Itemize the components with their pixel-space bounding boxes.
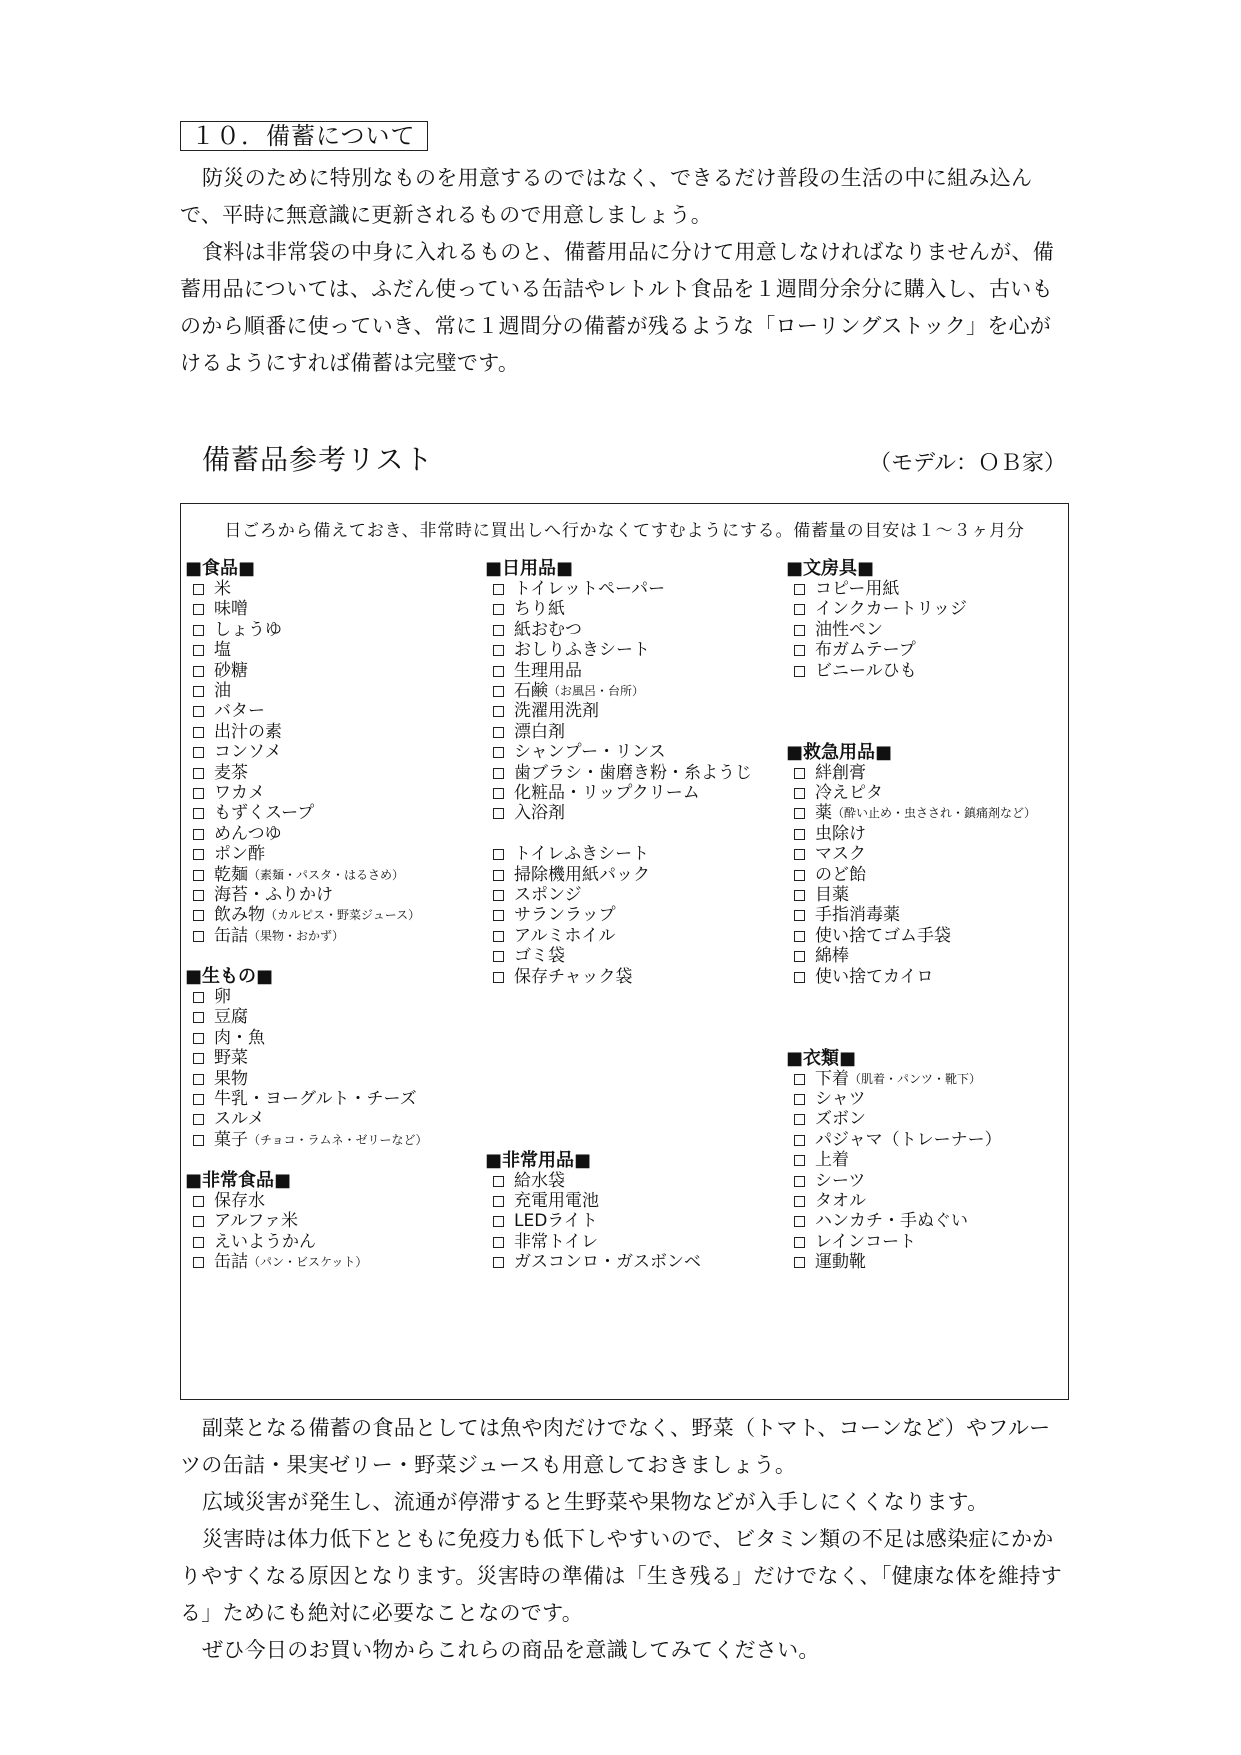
checkbox-icon: [794, 870, 805, 881]
checkbox-icon: [493, 727, 504, 738]
checkbox-icon: [493, 1196, 504, 1207]
checklist-item: [185, 906, 420, 926]
item-note: （酔い止め・虫さされ・鎮痛剤など）: [832, 806, 1037, 821]
item-label: 麦茶: [214, 762, 248, 783]
checkbox-icon: [794, 584, 805, 595]
item-label: 入浴剤: [514, 803, 565, 824]
item-label: ちり紙: [514, 599, 565, 620]
checklist-item: [786, 1110, 1002, 1130]
item-label: ガスコンロ・ガスボンベ: [514, 1252, 701, 1273]
checkbox-icon: [193, 625, 204, 636]
checklist-item: [485, 804, 752, 824]
checklist-item: [185, 824, 420, 844]
checklist-item: [786, 845, 1036, 865]
item-label: スポンジ: [514, 885, 582, 906]
list-title: 備蓄品参考リスト: [202, 443, 434, 476]
checklist-item: [185, 987, 428, 1007]
checklist-item: [185, 702, 420, 722]
section-heading: １０．備蓄について: [180, 121, 428, 151]
checklist-item: [185, 1110, 428, 1130]
checkbox-icon: [493, 625, 504, 636]
checklist-item: [786, 1191, 1002, 1211]
checklist-item: [485, 743, 752, 763]
checkbox-icon: [794, 890, 805, 901]
checkbox-icon: [794, 1114, 805, 1125]
checklist-item: [185, 681, 420, 701]
checklist-item: [485, 865, 650, 885]
list-group: [185, 1171, 367, 1273]
checkbox-icon: [193, 849, 204, 860]
category-heading: ■食品■: [185, 558, 256, 579]
item-label: 米: [214, 579, 231, 600]
stockpile-list-box: [180, 503, 1069, 1400]
category-heading: ■非常用品■: [485, 1149, 592, 1171]
checklist-item: [185, 885, 420, 905]
item-label: 保存水: [214, 1191, 265, 1212]
checkbox-icon: [493, 931, 504, 942]
checklist-item: [485, 641, 752, 661]
checkbox-icon: [794, 1216, 805, 1227]
item-label: 飲み物: [214, 905, 265, 926]
model-label: （モデル：ＯＢ家）: [869, 451, 1066, 476]
item-label: バター: [214, 701, 265, 722]
item-label: 使い捨てカイロ: [815, 966, 934, 987]
checkbox-icon: [193, 788, 204, 799]
outro-text: [180, 1410, 1070, 1669]
item-note: （チョコ・ラムネ・ゼリーなど）: [248, 1132, 428, 1147]
item-label: 肉・魚: [214, 1027, 265, 1048]
item-label: ポン酢: [214, 844, 265, 865]
checkbox-icon: [193, 727, 204, 738]
item-label: 充電用電池: [514, 1191, 599, 1212]
checkbox-icon: [493, 890, 504, 901]
checkbox-icon: [193, 1094, 204, 1105]
checklist-item: [185, 743, 420, 763]
checkbox-icon: [193, 1216, 204, 1227]
item-label: 出汁の素: [214, 721, 282, 742]
item-label: 菓子: [214, 1129, 248, 1150]
item-label: インクカートリッジ: [815, 599, 967, 620]
checklist-item: [786, 1212, 1002, 1232]
checkbox-icon: [794, 808, 805, 819]
checkbox-icon: [493, 849, 504, 860]
checklist-item: [485, 947, 650, 967]
checklist-item: [786, 620, 967, 640]
checkbox-icon: [493, 870, 504, 881]
item-label: 砂糖: [214, 660, 248, 681]
list-group: [185, 559, 420, 946]
item-label: 手指消毒薬: [815, 905, 900, 926]
checklist-item: [185, 600, 420, 620]
outro-paragraph-3: 災害時は体力低下とともに免疫力も低下しやすいので、ビタミン類の不足は感染症にかかりやすくなる原因となります。災害時の準備は「生き残る」だけでなく、「健康な体を維持する」ためにも絶対に必要なことなのです。: [180, 1527, 1062, 1625]
checklist-item: [485, 906, 650, 926]
item-label: マスク: [815, 844, 866, 865]
item-label: ビニールひも: [815, 660, 917, 681]
checklist-item: [185, 804, 420, 824]
item-label: 豆腐: [214, 1007, 248, 1028]
item-label: 果物: [214, 1068, 248, 1089]
checkbox-icon: [193, 686, 204, 697]
checkbox-icon: [493, 1216, 504, 1227]
checklist-item: [485, 579, 752, 599]
checkbox-icon: [193, 910, 204, 921]
box-note: 日ごろから備えておき、非常時に買出しへ行かなくてすむようにする。備蓄量の目安は１～３ヶ月分: [224, 521, 1025, 541]
checkbox-icon: [493, 808, 504, 819]
checklist-item: [786, 824, 1036, 844]
checklist-item: [786, 804, 1036, 824]
checkbox-icon: [794, 768, 805, 779]
checklist-item: [485, 1232, 701, 1252]
item-label: 掃除機用紙パック: [514, 864, 650, 885]
item-note: （果物・おかず）: [248, 928, 345, 943]
item-note: （お風呂・台所）: [548, 684, 645, 699]
category-heading: ■生もの■: [185, 966, 274, 987]
checklist-item: [485, 722, 752, 742]
checkbox-icon: [493, 768, 504, 779]
item-label: 缶詰: [214, 925, 248, 946]
checkbox-icon: [193, 645, 204, 656]
checkbox-icon: [794, 1155, 805, 1166]
item-label: LEDライト: [514, 1211, 598, 1232]
checkbox-icon: [493, 584, 504, 595]
checklist-item: [485, 926, 650, 946]
checklist-item: [485, 1212, 701, 1232]
item-label: もずくスープ: [214, 803, 315, 824]
item-label: 非常トイレ: [514, 1231, 599, 1252]
checkbox-icon: [493, 706, 504, 717]
checkbox-icon: [493, 1176, 504, 1187]
checkbox-icon: [794, 1094, 805, 1105]
checkbox-icon: [794, 1074, 805, 1085]
checkbox-icon: [794, 849, 805, 860]
checkbox-icon: [493, 604, 504, 615]
item-label: パジャマ（トレーナー）: [815, 1129, 1002, 1150]
item-note: （肌着・パンツ・靴下）: [849, 1071, 982, 1086]
checklist-item: [485, 845, 650, 865]
checkbox-icon: [794, 645, 805, 656]
checklist-item: [185, 1191, 367, 1211]
checkbox-icon: [193, 890, 204, 901]
checkbox-icon: [493, 686, 504, 697]
checklist-item: [185, 1212, 367, 1232]
checkbox-icon: [794, 931, 805, 942]
item-label: サランラップ: [514, 905, 616, 926]
checklist-item: [185, 1253, 367, 1273]
list-group: [485, 845, 650, 988]
checklist-item: [786, 579, 967, 599]
item-label: 保存チャック袋: [514, 966, 633, 987]
item-label: 虫除け: [815, 823, 866, 844]
checklist-item: [185, 620, 420, 640]
checkbox-icon: [794, 788, 805, 799]
checklist-item: [185, 722, 420, 742]
checklist-item: [786, 763, 1036, 783]
checklist-item: [786, 865, 1036, 885]
item-label: シャンプー・リンス: [514, 742, 666, 763]
checklist-item: [185, 1028, 428, 1048]
checklist-item: [786, 641, 967, 661]
item-note: （パン・ビスケット）: [248, 1255, 368, 1270]
checklist-item: [185, 1130, 428, 1150]
checkbox-icon: [794, 1135, 805, 1146]
item-label: えいようかん: [214, 1231, 316, 1252]
item-label: 絆創膏: [815, 762, 866, 783]
checklist-item: [786, 1232, 1002, 1252]
checkbox-icon: [193, 768, 204, 779]
item-label: 野菜: [214, 1048, 248, 1069]
item-label: 生理用品: [514, 660, 582, 681]
checkbox-icon: [193, 1012, 204, 1023]
item-label: 冷えピタ: [815, 783, 883, 804]
list-group: [786, 1049, 1002, 1273]
checklist-item: [485, 1191, 701, 1211]
checkbox-icon: [794, 829, 805, 840]
checklist-item: [185, 579, 420, 599]
item-label: ゴミ袋: [514, 946, 565, 967]
item-label: 下着: [815, 1068, 849, 1089]
checkbox-icon: [493, 666, 504, 677]
checkbox-icon: [193, 1033, 204, 1044]
checklist-item: [185, 661, 420, 681]
item-label: スルメ: [214, 1109, 265, 1130]
checkbox-icon: [193, 1114, 204, 1125]
checklist-item: [786, 1253, 1002, 1273]
checklist-item: [485, 620, 752, 640]
checklist-item: [485, 1253, 701, 1273]
item-label: 石鹸: [514, 681, 548, 702]
checkbox-icon: [493, 1257, 504, 1268]
checklist-item: [185, 865, 420, 885]
checklist-item: [786, 967, 1036, 987]
item-label: アルファ米: [214, 1211, 298, 1232]
list-group: [485, 1151, 701, 1273]
checkbox-icon: [794, 951, 805, 962]
checkbox-icon: [193, 1237, 204, 1248]
item-label: シャツ: [815, 1089, 866, 1110]
checklist-item: [185, 844, 420, 864]
checklist-item: [485, 967, 650, 987]
checkbox-icon: [493, 1237, 504, 1248]
checkbox-icon: [794, 1176, 805, 1187]
checklist-item: [786, 926, 1036, 946]
checkbox-icon: [794, 604, 805, 615]
checklist-item: [185, 1232, 367, 1252]
checkbox-icon: [193, 1135, 204, 1146]
item-label: ワカメ: [214, 783, 265, 803]
checklist-item: [786, 1069, 1002, 1089]
item-note: （カルピス・野菜ジュース）: [265, 908, 421, 923]
checklist-item: [185, 1008, 428, 1028]
checkbox-icon: [193, 1074, 204, 1085]
item-label: 歯ブラシ・歯磨き粉・糸ようじ: [514, 762, 752, 783]
checklist-item: [786, 1130, 1002, 1150]
item-label: 乾麺: [214, 864, 248, 885]
checkbox-icon: [493, 788, 504, 799]
checklist-item: [485, 885, 650, 905]
category-heading: ■文房具■: [786, 558, 875, 579]
item-label: 油: [214, 681, 231, 702]
item-label: 運動靴: [815, 1252, 866, 1273]
checkbox-icon: [493, 972, 504, 983]
checkbox-icon: [794, 910, 805, 921]
list-group: [786, 559, 967, 681]
outro-paragraph-2: 広域災害が発生し、流通が停滞すると生野菜や果物などが入手しにくくなります。: [202, 1490, 989, 1514]
item-label: 塩: [214, 640, 231, 661]
item-label: 味噌: [214, 599, 248, 620]
intro-paragraph-1: 防災のために特別なものを用意するのではなく、できるだけ普段の生活の中に組み込んで、平時に無意識に更新されるもので用意しましょう。: [180, 166, 1033, 227]
intro-paragraph-2: 食料は非常袋の中身に入れるものと、備蓄用品に分けて用意しなければなりませんが、備蓄用品については、ふだん使っている缶詰やレトルト食品を１週間分余分に購入し、古いものから順番に使っていき、常に１週間分の備蓄が残るような「ローリングストック」を心がけるようにすれば備蓄は完璧です。: [180, 240, 1054, 375]
item-label: アルミホイル: [514, 925, 616, 946]
item-note: （素麺・パスタ・はるさめ）: [248, 867, 405, 882]
outro-paragraph-4: ぜひ今日のお買い物からこれらの商品を意識してみてください。: [202, 1638, 820, 1662]
checkbox-icon: [794, 972, 805, 983]
checklist-item: [485, 600, 752, 620]
checklist-item: [786, 661, 967, 681]
item-label: シーツ: [815, 1170, 866, 1191]
item-label: ズボン: [815, 1109, 866, 1130]
checklist-item: [185, 1049, 428, 1069]
checkbox-icon: [193, 870, 204, 881]
item-label: 布ガムテープ: [815, 640, 916, 661]
checklist-item: [185, 783, 420, 803]
checkbox-icon: [493, 645, 504, 656]
item-label: 給水袋: [514, 1170, 565, 1191]
item-label: コピー用紙: [815, 579, 900, 600]
checkbox-icon: [794, 625, 805, 636]
checkbox-icon: [193, 706, 204, 717]
checklist-item: [185, 926, 420, 946]
item-label: レインコート: [815, 1231, 917, 1252]
item-label: 紙おむつ: [514, 619, 582, 640]
item-label: タオル: [815, 1191, 866, 1212]
checkbox-icon: [193, 666, 204, 677]
item-label: トイレふきシート: [514, 844, 650, 865]
item-label: コンソメ: [214, 742, 282, 763]
item-label: 上着: [815, 1150, 849, 1171]
category-heading: ■日用品■: [485, 558, 574, 579]
checklist-item: [185, 641, 420, 661]
list-group: [485, 559, 752, 824]
checkbox-icon: [193, 747, 204, 758]
checkbox-icon: [193, 808, 204, 819]
item-label: 目薬: [815, 885, 849, 906]
checkbox-icon: [794, 1237, 805, 1248]
checkbox-icon: [193, 992, 204, 1003]
checklist-item: [485, 702, 752, 722]
checklist-item: [185, 1069, 428, 1089]
item-label: おしりふきシート: [514, 640, 650, 661]
category-heading: ■非常食品■: [185, 1170, 292, 1191]
item-label: しょうゆ: [214, 619, 282, 640]
item-label: 海苔・ふりかけ: [214, 884, 333, 905]
checklist-item: [485, 661, 752, 681]
item-label: 缶詰: [214, 1252, 248, 1273]
checkbox-icon: [193, 1053, 204, 1064]
intro-text: [180, 160, 1070, 382]
checklist-item: [485, 681, 752, 701]
checklist-item: [485, 1171, 701, 1191]
checklist-item: [786, 1151, 1002, 1171]
checkbox-icon: [493, 910, 504, 921]
item-label: のど飴: [815, 864, 866, 885]
checklist-item: [786, 1089, 1002, 1109]
item-label: めんつゆ: [214, 823, 282, 844]
checklist-item: [185, 763, 420, 783]
checkbox-icon: [493, 747, 504, 758]
checklist-item: [786, 1171, 1002, 1191]
checkbox-icon: [193, 931, 204, 942]
checklist-item: [786, 885, 1036, 905]
outro-paragraph-1: 副菜となる備蓄の食品としては魚や肉だけでなく、野菜（トマト、コーンなど）やフルーツの缶詰・果実ゼリー・野菜ジュースも用意しておきましょう。: [180, 1416, 1051, 1477]
checkbox-icon: [193, 584, 204, 595]
checklist-item: [786, 783, 1036, 803]
item-label: 化粧品・リップクリーム: [514, 783, 700, 803]
checklist-item: [786, 947, 1036, 967]
checklist-item: [786, 600, 967, 620]
checklist-item: [485, 783, 752, 803]
checklist-item: [485, 763, 752, 783]
item-label: 洗濯用洗剤: [514, 701, 599, 722]
checkbox-icon: [193, 1196, 204, 1207]
category-heading: ■衣類■: [786, 1047, 857, 1069]
checkbox-icon: [493, 951, 504, 962]
checklist-item: [185, 1089, 428, 1109]
checkbox-icon: [794, 1257, 805, 1268]
item-label: 卵: [214, 987, 231, 1008]
checkbox-icon: [193, 829, 204, 840]
item-label: 薬: [815, 803, 832, 824]
item-label: 牛乳・ヨーグルト・チーズ: [214, 1089, 417, 1110]
checkbox-icon: [193, 604, 204, 615]
list-group: [786, 743, 1036, 988]
item-label: 使い捨てゴム手袋: [815, 925, 951, 946]
item-label: ハンカチ・手ぬぐい: [815, 1211, 968, 1232]
item-label: トイレットペーパー: [514, 579, 666, 600]
checkbox-icon: [794, 1196, 805, 1207]
category-heading: ■救急用品■: [786, 741, 893, 763]
checkbox-icon: [193, 1257, 204, 1268]
list-group: [185, 967, 428, 1151]
item-label: 綿棒: [815, 946, 849, 967]
item-label: 漂白剤: [514, 721, 565, 742]
checkbox-icon: [794, 666, 805, 677]
item-label: 油性ペン: [815, 619, 883, 640]
checklist-item: [786, 906, 1036, 926]
